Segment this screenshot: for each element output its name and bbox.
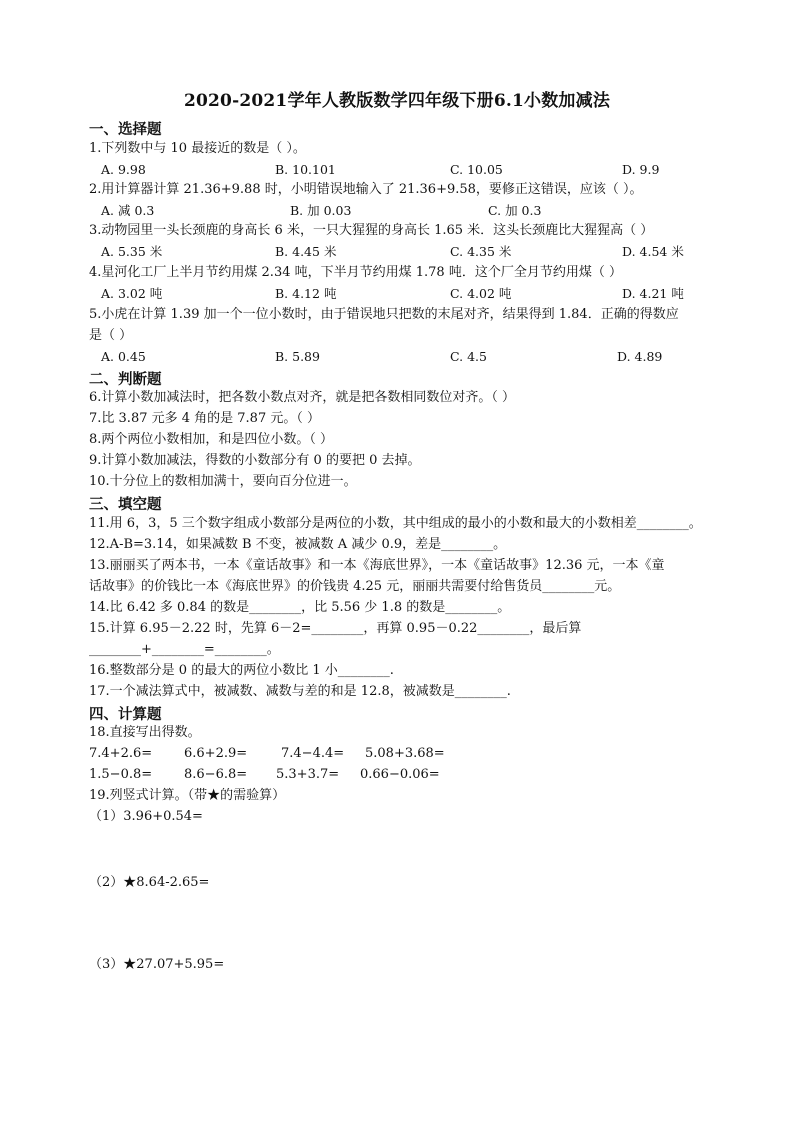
question-13-line-1: 13.丽丽买了两本书，一本《童话故事》和一本《海底世界》，一本《童话故事》12.36 元，一本《童 [89,558,665,573]
q2-option-c: C. 加 0.3 [488,203,542,218]
question-5-line-2: 是（ ） [89,328,133,343]
calc-item: 7.4+2.6= [89,746,153,761]
q1-option-b: B. 10.101 [275,162,336,177]
q3-option-a: A. 5.35 米 [101,244,163,259]
q1-option-d: D. 9.9 [622,162,660,177]
vertical-calc-1: （1）3.96+0.54= [89,809,203,824]
question-13-line-2: 话故事》的价钱比一本《海底世界》的价钱贵 4.25 元，丽丽共需要付给售货员________元。 [89,579,621,594]
question-18: 18.直接写出得数。 [89,725,201,740]
q2-option-a: A. 减 0.3 [101,203,155,218]
question-7: 7.比 3.87 元多 4 角的是 7.87 元。（ ） [89,411,320,426]
question-11: 11.用 6，3，5 三个数字组成小数部分是两位的小数，其中组成的最小的小数和最大的小数相差________。 [89,516,702,531]
q4-option-b: B. 4.12 吨 [275,286,337,301]
calc-item: 5.08+3.68= [365,746,445,761]
question-15-line-2: ________+________=________。 [89,642,280,657]
calc-item: 1.5−0.8= [89,767,153,782]
q3-option-b: B. 4.45 米 [275,244,337,259]
question-5-line-1: 5.小虎在计算 1.39 加一个一位小数时，由于错误地只把数的末尾对齐，结果得到 1.84．正确的得数应 [89,307,679,322]
question-12: 12.A-B=3.14，如果减数 B 不变，被减数 A 减少 0.9，差是________。 [89,537,507,552]
q5-option-a: A. 0.45 [101,349,146,364]
q1-option-c: C. 10.05 [450,162,503,177]
section-heading-calc: 四、计算题 [89,706,162,723]
question-15-line-1: 15.计算 6.95－2.22 时，先算 6－2=________，再算 0.95－0.22________，最后算 [89,621,582,636]
question-16: 16.整数部分是 0 的最大的两位小数比 1 小________. [89,663,394,678]
page-title: 2020-2021学年人教版数学四年级下册6.1小数加减法 [183,91,611,111]
question-9: 9.计算小数加减法，得数的小数部分有 0 的要把 0 去掉。 [89,453,421,468]
q3-option-c: C. 4.35 米 [450,244,512,259]
q5-option-d: D. 4.89 [617,349,663,364]
question-19: 19.列竖式计算。（带★的需验算） [89,788,286,803]
question-8: 8.两个两位小数相加，和是四位小数。（ ） [89,432,334,447]
calc-item: 5.3+3.7= [276,767,340,782]
question-10: 10.十分位上的数相加满十，要向百分位进一。 [89,474,357,489]
q1-option-a: A. 9.98 [101,162,146,177]
q5-option-b: B. 5.89 [275,349,320,364]
question-1: 1.下列数中与 10 最接近的数是（ ）。 [89,141,306,156]
question-6: 6.计算小数加减法时，把各数小数点对齐，就是把各数相同数位对齐。（ ） [89,390,516,405]
calc-item: 7.4−4.4= [281,746,345,761]
calc-item: 0.66−0.06= [360,767,440,782]
calc-item: 8.6−6.8= [184,767,248,782]
section-heading-judge: 二、判断题 [89,371,162,388]
calc-item: 6.6+2.9= [184,746,248,761]
q4-option-d: D. 4.21 吨 [622,286,684,301]
question-17: 17.一个减法算式中，被减数、减数与差的和是 12.8，被减数是________. [89,684,511,699]
section-heading-choice: 一、选择题 [89,121,162,138]
question-2: 2.用计算器计算 21.36+9.88 时，小明错误地输入了 21.36+9.58，要修正这错误，应该（ ）。 [89,182,643,197]
q3-option-d: D. 4.54 米 [622,244,684,259]
vertical-calc-2: （2）★8.64-2.65= [89,875,210,890]
q5-option-c: C. 4.5 [450,349,487,364]
q4-option-c: C. 4.02 吨 [450,286,512,301]
question-14: 14.比 6.42 多 0.84 的数是________，比 5.56 少 1.8 的数是________。 [89,600,511,615]
question-3: 3.动物园里一头长颈鹿的身高长 6 米，一只大猩猩的身高长 1.65 米．这头长颈鹿比大猩猩高（ ） [89,223,654,238]
q4-option-a: A. 3.02 吨 [101,286,163,301]
q2-option-b: B. 加 0.03 [290,203,352,218]
section-heading-fill: 三、填空题 [89,496,162,513]
question-4: 4.星河化工厂上半月节约用煤 2.34 吨，下半月节约用煤 1.78 吨．这个厂全月节约用煤（ ） [89,265,622,280]
vertical-calc-3: （3）★27.07+5.95= [89,957,225,972]
